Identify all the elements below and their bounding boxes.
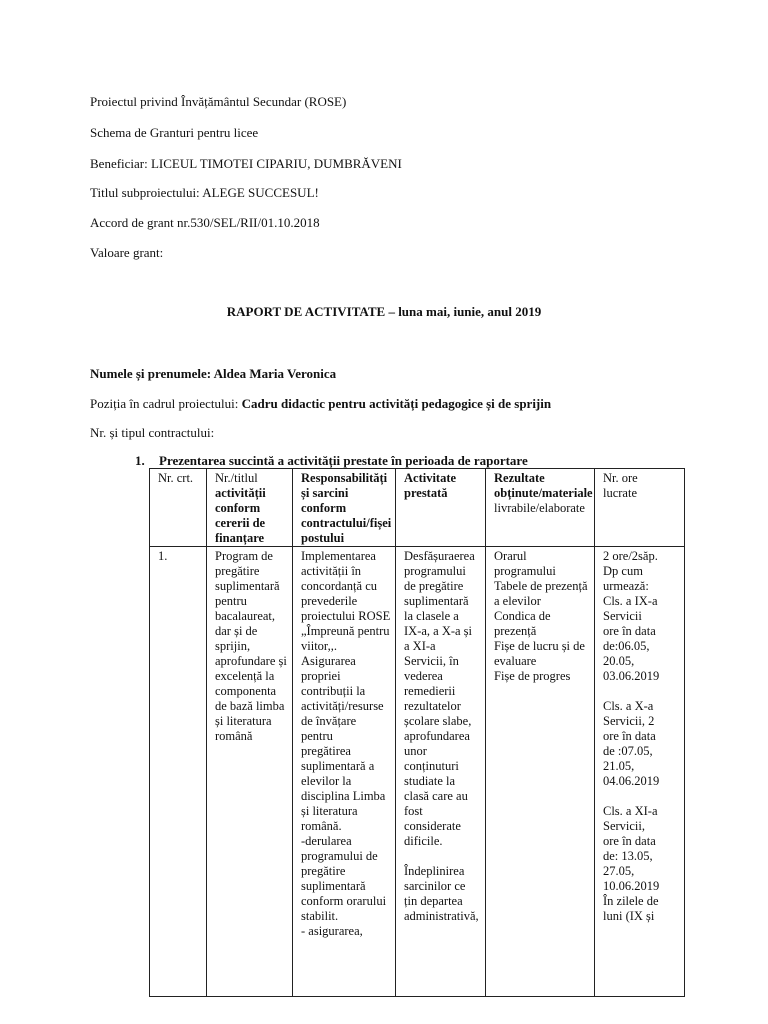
cell-line: și sarcini <box>301 486 349 500</box>
position-value: Cadru didactic pentru activități pedagogice și de sprijin <box>241 396 552 411</box>
position-label: Poziția în cadrul proiectului: <box>90 396 242 411</box>
cell-line: și literatura <box>215 714 272 728</box>
cell-line: Orarul programului <box>494 549 556 578</box>
cell-line: suplimentară a <box>301 759 375 773</box>
cell-line: prestată <box>404 486 448 500</box>
row-activity-performed-part1 <box>404 549 481 849</box>
report-title: RAPORT DE ACTIVITATE – luna mai, iunie, anul 2019 <box>226 304 542 319</box>
person-name: Numele și prenumele: Aldea Maria Veronica <box>90 366 337 381</box>
cell-line: componenta <box>215 684 277 698</box>
row-nr: 1. <box>150 547 207 997</box>
cell-line: aprofundare și <box>215 654 287 668</box>
cell-line: unor <box>404 744 427 758</box>
cell-line: postului <box>301 531 345 545</box>
row-results <box>486 547 595 997</box>
cell-line: Activitate <box>404 471 457 485</box>
cell-line: vederea <box>404 669 443 683</box>
cell-line: viitor,,. <box>301 639 337 653</box>
cell-line: țin departea <box>404 894 463 908</box>
row-activity-performed <box>396 547 486 997</box>
cell-line: de:06.05, <box>603 639 650 653</box>
header-activity-title <box>207 469 293 547</box>
cell-line: În zilele de <box>603 894 659 908</box>
cell-line: ore în data <box>603 729 656 743</box>
cell-line: pregătire <box>215 564 260 578</box>
cell-line: disciplina Limba <box>301 789 386 803</box>
cell-line: Dp cum <box>603 564 643 578</box>
cell-line: suplimentară <box>215 579 280 593</box>
cell-line: livrabile/elaborate <box>494 501 585 515</box>
cell-line: a elevilor <box>494 594 541 608</box>
cell-line: Nr. ore <box>603 471 638 485</box>
header-activity-title-lines <box>215 471 288 546</box>
cell-line: cererii de <box>215 516 266 530</box>
cell-line: studiate la <box>404 774 456 788</box>
row-activity-performed-part2 <box>404 864 481 924</box>
cell-line: și literatura <box>301 804 358 818</box>
cell-line: luni (IX și <box>603 909 655 923</box>
cell-line: Îndeplinirea <box>404 864 465 878</box>
cell-line: Servicii, 2 <box>603 714 655 728</box>
cell-line: evaluare <box>494 654 537 668</box>
cell-line: Desfășuraerea <box>404 549 475 563</box>
cell-line: fost <box>404 804 423 818</box>
cell-line: de bază limba <box>215 699 285 713</box>
section-title: Prezentarea succintă a activității prestate în perioada de raportare <box>159 453 528 468</box>
cell-line: rezultatelor <box>404 699 461 713</box>
cell-line: finanțare <box>215 531 265 545</box>
cell-line: prevederile <box>301 594 358 608</box>
cell-line: -derularea <box>301 834 352 848</box>
header-scheme: Schema de Granturi pentru licee <box>90 125 259 140</box>
cell-line: pregătire <box>301 864 346 878</box>
contract-line: Nr. și tipul contractului: <box>90 425 215 440</box>
person-position <box>90 396 551 412</box>
header-beneficiary: Beneficiar: LICEUL TIMOTEI CIPARIU, DUMBRĂVENI <box>90 156 402 171</box>
cell-line: Rezultate <box>494 471 545 485</box>
header-results-lines <box>494 471 593 516</box>
cell-line: propriei <box>301 669 341 683</box>
header-project: Proiectul privind Învățământul Secundar (ROSE) <box>90 94 347 109</box>
cell-line: dar și de <box>215 624 258 638</box>
row-results-lines <box>494 549 590 684</box>
header-grant-value: Valoare grant: <box>90 245 164 260</box>
header-activity-performed-lines <box>404 471 481 501</box>
cell-line: conform <box>215 501 261 515</box>
row-responsibilities <box>293 547 396 997</box>
cell-line: de: 13.05, <box>603 849 653 863</box>
row-hours-part2 <box>603 699 680 789</box>
cell-line: sprijin, <box>215 639 251 653</box>
cell-line: conform <box>301 501 347 515</box>
cell-line: 10.06.2019 <box>603 879 660 893</box>
cell-line: excelență la <box>215 669 275 683</box>
cell-line: suplimentară <box>301 879 366 893</box>
cell-line: proiectului ROSE <box>301 609 391 623</box>
cell-line: la clasele a <box>404 609 459 623</box>
cell-line: conform orarului <box>301 894 387 908</box>
header-nr-crt: Nr. crt. <box>150 469 207 547</box>
cell-line: Fișe de progres <box>494 669 571 683</box>
header-grant-agreement: Accord de grant nr.530/SEL/RII/01.10.2018 <box>90 215 320 230</box>
cell-line: considerate <box>404 819 461 833</box>
cell-line: Cls. a IX-a <box>603 594 658 608</box>
cell-line: conținuturi <box>404 759 459 773</box>
cell-line: școlare slabe, <box>404 714 472 728</box>
cell-line: pregătirea <box>301 744 351 758</box>
row-activity-title-lines <box>215 549 288 744</box>
activity-table <box>149 468 685 997</box>
cell-line: obținute/materiale <box>494 486 593 500</box>
cell-line: sarcinilor ce <box>404 879 466 893</box>
row-responsibilities-lines <box>301 549 391 939</box>
cell-line: 03.06.2019 <box>603 669 660 683</box>
cell-line: IX-a, a X-a și <box>404 624 473 638</box>
cell-line: Condica de <box>494 609 551 623</box>
header-responsibilities-lines <box>301 471 391 546</box>
cell-line: Cls. a XI-a <box>603 804 658 818</box>
cell-line: clasă care au <box>404 789 468 803</box>
cell-line: Program de <box>215 549 273 563</box>
cell-line: Cls. a X-a <box>603 699 654 713</box>
cell-line: bacalaureat, <box>215 609 276 623</box>
cell-line: 2 ore/2săp. <box>603 549 658 563</box>
cell-line: Servicii <box>603 609 642 623</box>
cell-line: programului de <box>301 849 378 863</box>
cell-line: prezență <box>494 624 537 638</box>
cell-line: Responsabilități <box>301 471 388 485</box>
cell-line: Servicii, <box>603 819 646 833</box>
cell-line: contribuții la <box>301 684 366 698</box>
cell-line: activități/resurse <box>301 699 384 713</box>
cell-line: stabilit. <box>301 909 339 923</box>
row-hours <box>595 547 685 997</box>
cell-line: aprofundarea <box>404 729 470 743</box>
row-activity-title <box>207 547 293 997</box>
header-hours-lines <box>603 471 680 501</box>
cell-line: contractului/fișei <box>301 516 392 530</box>
cell-line: Implementarea <box>301 549 376 563</box>
table-row <box>150 547 685 997</box>
cell-line: urmează: <box>603 579 649 593</box>
section-number: 1. <box>135 453 145 468</box>
cell-line: 04.06.2019 <box>603 774 660 788</box>
header-results <box>486 469 595 547</box>
cell-line: de pregătire <box>404 579 464 593</box>
cell-line: română. <box>301 819 342 833</box>
cell-line: activității în <box>301 564 362 578</box>
cell-line: ore în data <box>603 624 656 638</box>
cell-line: concordanță cu <box>301 579 378 593</box>
cell-line: 27.05, <box>603 864 635 878</box>
cell-line: de învățare pentru <box>301 714 357 743</box>
header-activity-performed <box>396 469 486 547</box>
cell-line: elevilor la <box>301 774 352 788</box>
cell-line: suplimentară <box>404 594 469 608</box>
cell-line: lucrate <box>603 486 638 500</box>
cell-line: Fișe de lucru și de <box>494 639 585 653</box>
header-subproject-title: Titlul subproiectului: ALEGE SUCCESUL! <box>90 185 319 200</box>
cell-line: Asigurarea <box>301 654 356 668</box>
cell-line: a XI-a <box>404 639 436 653</box>
cell-line: ore în data <box>603 834 656 848</box>
section-heading <box>135 453 528 469</box>
table-header-row <box>150 469 685 547</box>
cell-line: română <box>215 729 253 743</box>
cell-line: dificile. <box>404 834 443 848</box>
cell-line: Nr./titlul <box>215 471 258 485</box>
cell-line: administrativă, <box>404 909 479 923</box>
cell-line: de :07.05, <box>603 744 653 758</box>
cell-line: remedierii <box>404 684 456 698</box>
cell-line: activității <box>215 486 266 500</box>
cell-line: 20.05, <box>603 654 635 668</box>
cell-line: 21.05, <box>603 759 635 773</box>
row-hours-part1 <box>603 549 680 684</box>
row-hours-part3 <box>603 804 680 924</box>
cell-line: - asigurarea, <box>301 924 363 938</box>
cell-line: pentru <box>215 594 247 608</box>
cell-line: Tabele de prezență <box>494 579 588 593</box>
cell-line: „Împreună pentru <box>301 624 390 638</box>
cell-line: Servicii, în <box>404 654 459 668</box>
header-responsibilities <box>293 469 396 547</box>
header-hours <box>595 469 685 547</box>
cell-line: programului <box>404 564 466 578</box>
